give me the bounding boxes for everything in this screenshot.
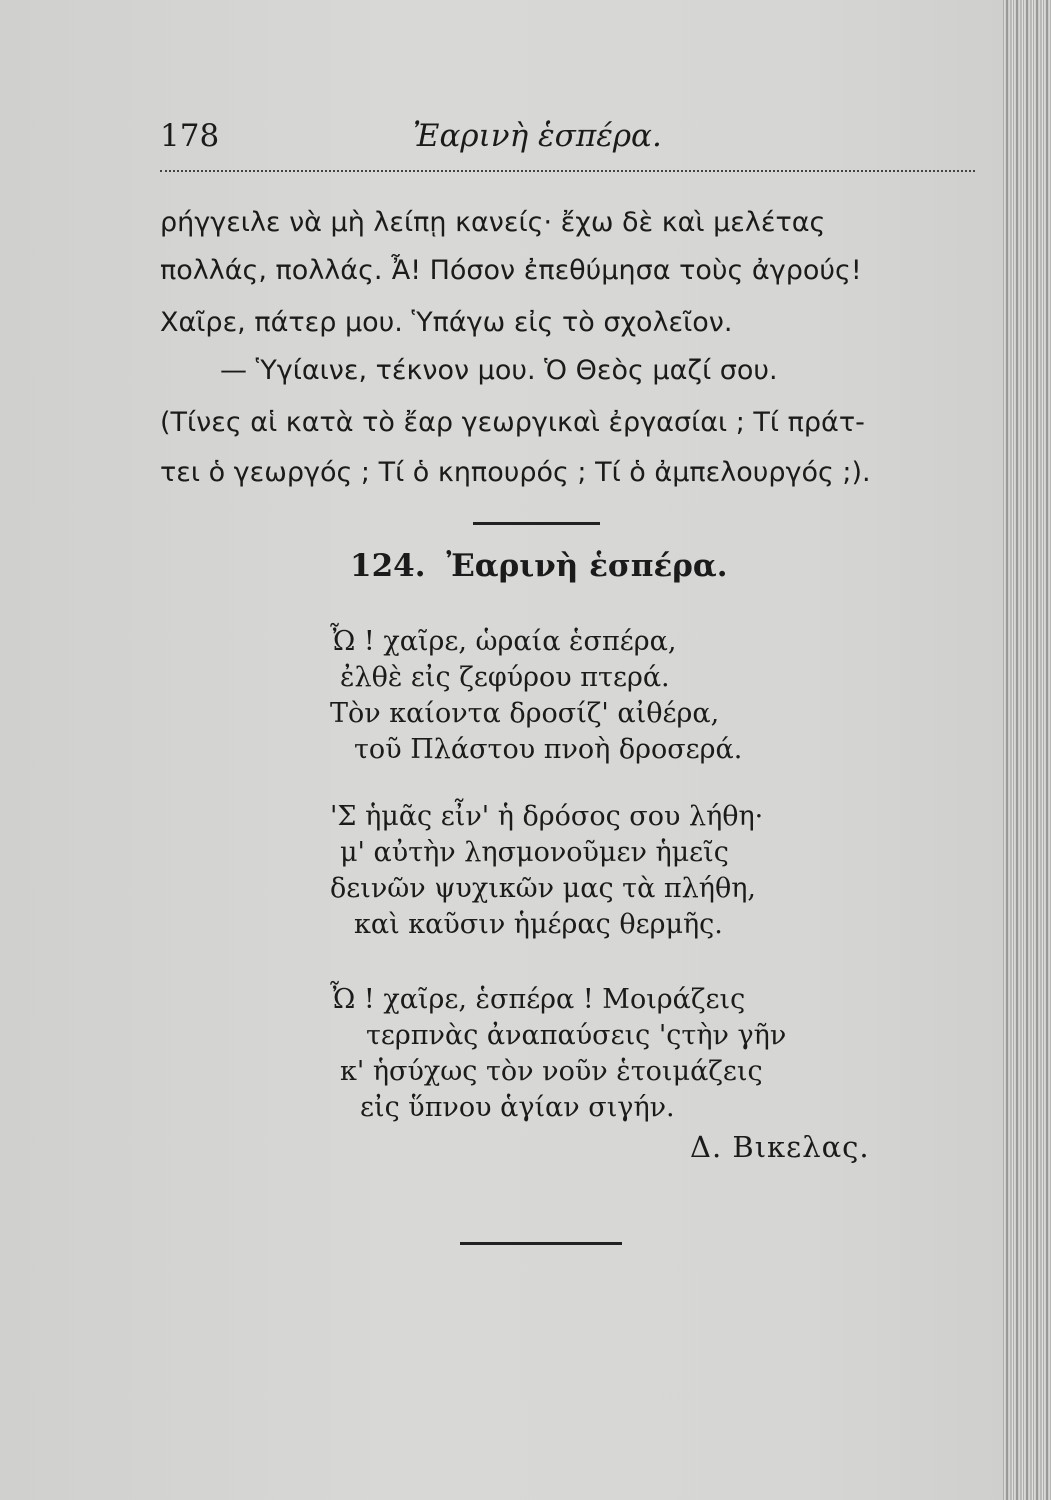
poem-line: εἰς ὕπνου ἁγίαν σιγήν. — [360, 1092, 675, 1123]
prose-line: τει ὁ γεωργός ; Τί ὁ κηπουρός ; Τί ὁ ἀμπελουργός ;). — [160, 457, 871, 488]
book-gutter — [1003, 0, 1051, 1500]
poem-line: μ' αὐτὴν λησμονοῦμεν ἡμεῖς — [340, 837, 729, 868]
poem-line: τερπνὰς ἀναπαύσεις 'ςτὴν γῆν — [366, 1020, 787, 1051]
prose-line: — Ὑγίαινε, τέκνον μου. Ὁ Θεὸς μαζί σου. — [220, 355, 778, 386]
poem-line: Ὦ ! χαῖρε, ὡραία ἑσπέρα, — [330, 626, 677, 657]
poem-line: κ' ἡσύχως τὸν νοῦν ἑτοιμάζεις — [340, 1056, 763, 1087]
section-title: Ἐαρινὴ ἑσπέρα. — [446, 548, 728, 584]
poem-line: καὶ καῦσιν ἡμέρας θερμῆς. — [354, 909, 723, 940]
author-signature: Δ. Βικελας. — [690, 1130, 870, 1164]
prose-line: (Τίνες αἱ κατὰ τὸ ἔαρ γεωργικαὶ ἐργασίαι ; Τί πράτ- — [160, 407, 865, 438]
section-number: 124. — [350, 548, 426, 584]
prose-line: Χαῖρε, πάτερ μου. Ὑπάγω εἰς τὸ σχολεῖον. — [160, 307, 733, 338]
end-divider — [460, 1242, 622, 1245]
page-number: 178 — [160, 118, 220, 154]
header-divider — [160, 170, 975, 172]
poem-line: ἐλθὲ εἰς ζεφύρου πτερά. — [340, 662, 670, 693]
prose-line: πολλάς, πολλάς. Ἆ! Πόσον ἐπεθύμησα τοὺς ἀγρούς! — [160, 255, 862, 286]
section-heading — [350, 548, 728, 584]
poem-line: 'Σ ἡμᾶς εἶν' ἡ δρόσος σου λήθη· — [330, 801, 764, 832]
page-header — [160, 118, 975, 168]
poem-line: τοῦ Πλάστου πνοὴ δροσερά. — [354, 734, 743, 765]
running-title: Ἐαρινὴ ἑσπέρα. — [413, 118, 662, 154]
poem-line: Τὸν καίοντα δροσίζ' αἰθέρα, — [330, 698, 720, 729]
section-divider — [473, 522, 600, 525]
prose-line: ρήγγειλε νὰ μὴ λείπῃ κανείς· ἔχω δὲ καὶ μελέτας — [160, 207, 826, 238]
poem-line: Ὦ ! χαῖρε, ἑσπέρα ! Μοιράζεις — [330, 984, 746, 1015]
poem-line: δεινῶν ψυχικῶν μας τὰ πλήθη, — [330, 873, 756, 904]
